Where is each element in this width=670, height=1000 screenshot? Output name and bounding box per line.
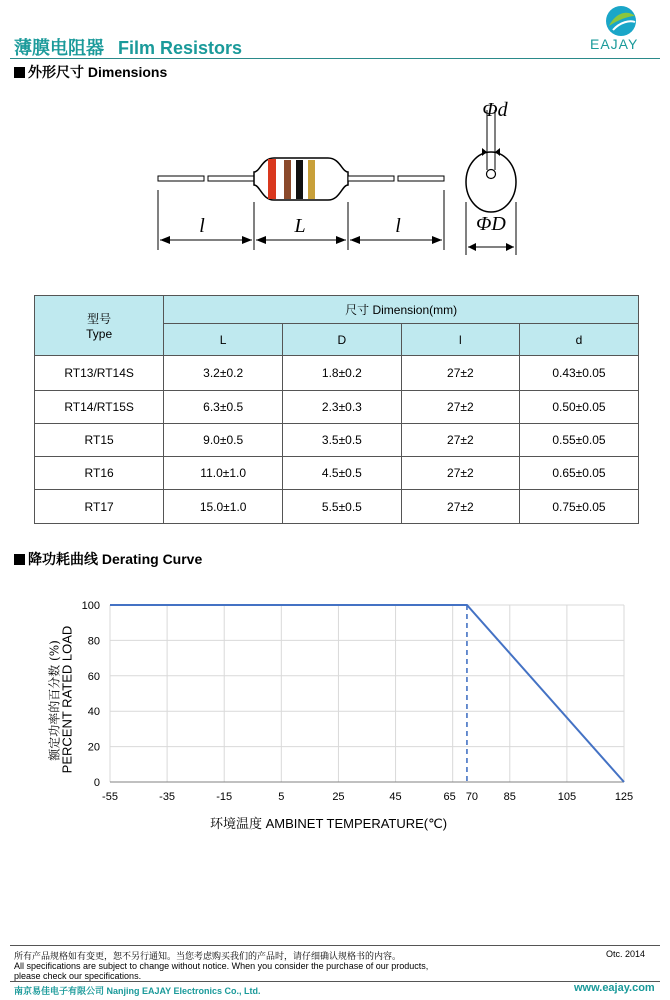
derating-heading-text: 降功耗曲线 Derating Curve: [28, 551, 203, 567]
title-cn: 薄膜电阻器: [14, 38, 104, 58]
dimensions-heading: [14, 62, 167, 82]
company-name: 南京易佳电子有限公司 Nanjing EAJAY Electronics Co., Ltd.: [14, 986, 261, 996]
body-length-label: L: [294, 215, 306, 237]
x-tick-label: 25: [332, 791, 345, 803]
table-row: RT13/RT14S 3.2±0.2 1.8±0.2 27±2 0.43±0.05: [35, 356, 639, 391]
title-en: Film Resistors: [118, 38, 243, 58]
lead-diameter-label: Φd: [482, 99, 508, 121]
brand-logo: [604, 4, 638, 38]
y-axis-label-cn: 额定功率的百分数 (%): [47, 640, 62, 761]
table-row: RT17 15.0±1.0 5.5±0.5 27±2 0.75±0.05: [35, 490, 639, 524]
column-header-L: L: [164, 324, 283, 356]
x-axis-label: 环境温度 AMBINET TEMPERATURE(℃): [210, 816, 448, 831]
y-tick-label: 60: [87, 670, 100, 683]
website-link[interactable]: www.eajay.com: [574, 982, 655, 994]
notice-cn: 所有产品规格如有变更，恕不另行通知。当您考虑购买我们的产品时，请仔细确认规格书的内容。: [14, 951, 402, 961]
x-tick-label: 70: [465, 791, 479, 803]
table-row: RT16 11.0±1.0 4.5±0.5 27±2 0.65±0.05: [35, 457, 639, 490]
table-row: RT14/RT15S 6.3±0.5 2.3±0.3 27±2 0.50±0.05: [35, 391, 639, 424]
column-header-d: d: [519, 324, 638, 356]
y-tick-label: 20: [87, 741, 100, 754]
table-row: RT15 9.0±0.5 3.5±0.5 27±2 0.55±0.05: [35, 424, 639, 457]
x-tick-label: -15: [216, 791, 233, 803]
brand-name: EAJAY: [590, 36, 639, 52]
document-date: Otc. 2014: [606, 949, 646, 959]
x-tick-label: 85: [503, 791, 516, 803]
x-tick-label: 105: [557, 791, 577, 803]
header-divider: [10, 58, 660, 59]
resistor-dimension-drawing: [150, 90, 530, 260]
derating-series-line: [110, 605, 624, 782]
column-header-D: D: [283, 324, 402, 356]
x-tick-label: 5: [278, 791, 285, 803]
notice-en-2: please check our specifications.: [14, 971, 142, 981]
bullet-square-icon: [14, 67, 25, 78]
dimensions-table: [34, 295, 639, 524]
column-header-l: l: [401, 324, 519, 356]
x-tick-label: -55: [102, 791, 118, 803]
body-diameter-label: ΦD: [476, 213, 506, 235]
page-title: [14, 34, 242, 60]
dimension-header: 尺寸 Dimension(mm): [164, 296, 639, 324]
y-tick-label: 100: [81, 600, 100, 612]
y-tick-label: 80: [87, 635, 100, 648]
logo-icon: [604, 4, 638, 38]
dimensions-heading-text: 外形尺寸 Dimensions: [28, 64, 168, 80]
derating-heading: [14, 549, 202, 569]
x-tick-label: 45: [389, 791, 402, 803]
x-tick-label: 125: [614, 791, 634, 803]
y-axis-label-en: PERCENT RATED LOAD: [59, 625, 75, 774]
notice-en-1: All specifications are subject to change without notice. When you consider the purchase of our products,: [14, 961, 429, 971]
footer-divider: [10, 945, 660, 946]
footer-divider-2: [10, 981, 660, 982]
x-tick-label: -35: [159, 791, 176, 803]
x-tick-label: 65: [443, 791, 456, 803]
derating-curve-chart: [0, 585, 670, 835]
left-lead-label: l: [199, 215, 205, 237]
y-tick-label: 40: [87, 706, 100, 719]
y-tick-label: 0: [93, 777, 100, 789]
type-header: 型号 Type: [35, 296, 164, 356]
right-lead-label: l: [395, 215, 401, 237]
bullet-square-icon: [14, 554, 25, 565]
